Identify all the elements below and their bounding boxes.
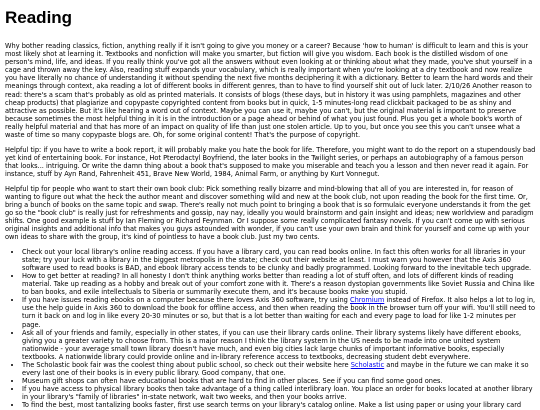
- scholastic-link[interactable]: Scholastic: [350, 360, 385, 369]
- list-item-text: and maybe in the future we can make it so every last one of their books is in every public library. Good company, that one.: [22, 360, 529, 378]
- list-item: • How to get better at reading? In all honesty I don't think anything works better than reading a lot of stuff often, and lots of different kinds of reading material. Take up reading as a hobby and break out of your comfort zone with it. There's a reason dystopian governments like Soviet Russia and China like to ban books, and exile intellectuals to Siberia or summarily execute them, and it's because books make you stupid.: [22, 272, 536, 296]
- paragraph-book-report-tip: Helpful tip: if you have to write a book report, it will probably make you hate the book for life. Therefore, you might want to do the report on a stupendously bad yet kind of entertaining book. For instance, Hot Pterodactyl Boyfriend, the later books in the Twilight series, or perhaps an autobiography of a famous person that looks... intriguing. Or write the damn thing about a book that's supposed to make you miserable and teach you a lesson and then never read it again. For instance, stuff by Ayn Rand, Fahrenheit 451, Brave New World, 1984, Animal Farm, or anything by Kurt Vonnegut.: [5, 145, 536, 178]
- list-item-text: If you have issues reading ebooks on a computer because there loves Axis 360 software, try using: [22, 296, 350, 305]
- list-item: • Check out your local library's online reading access. If you have a library card, you can read books online. In fact this often works for all libraries in your state; try your luck with a library in the biggest metropolis in the state; check out their website at least. I must warn you however that the Axis 360 software used to read books is BAD, and ebook library access tends to be clunky and badly programmed. Looking forward to the inevitable tech upgrade.: [22, 248, 536, 272]
- paragraph-why-read: Why bother reading classics, fiction, anything really if it isn't going to give you money or a career? Because 'how to human' is difficult to learn and this is your most likely shot at learning it. Textbooks and nonfiction will make you smarter, but fiction will give you wisdom. Each book is the distilled wisdom of one person's mind, life, and ideas. If you really think you've got all the answers without even looking at or thinking about what they made, you've shut yourself in a cage and thrown away the key. Also, reading stuff expands your vocabulary, which is really important when you're looking at a dry textbook and now realize you have literally no chance of understanding it without spending the next five months deciphering it with a dictionary. Better to learn the hard words and their meanings through context, aka reading a lot of different books in different genres, than to have to find yourself shit out of luck later. 2/10/26 Another reason to read: there's a scam that's probably as old as printed materials. It consists of blogs (these days, but in history it was using pamphlets, magazines and other cheap products) that plagiarize and copypaste copyrighted content from books but in quick, 1-5 minutes-long read clickbait packaged to be as shiny and attractive as possible. But it's like hearing a word out of context. Maybe you can use it, maybe you can't, but the original material is important to preserve because sometimes the most helpful thing in it is in the introduction or a page ahead or behind of what you just found. Plus you get a whole book's worth of really helpful material and that has more of an impact on quality of life than just one stolen article. Up to you, but once you see this you can't unsee what a waste of time so many copypaste blogs are. Oh, for some original content! That's the purpose of copyright.: [5, 42, 533, 140]
- list-item: • Museum gift shops can often have educational books that are hard to find in other places. See if you can find some good ones.: [22, 377, 536, 385]
- list-item-text: instead of Firefox. It also helps a lot to log in, use the help guide in Axis 360 to download the book for offline access, and then when reading the book in the browser turn off your wifi. You'll still need to turn it back on and log in like every 20-30 minutes or so, but that is a lot better than waiting for each and every page to load for like 1-2 minutes per page.: [22, 296, 536, 329]
- list-item: • If you have access to physical library books then take advantage of a thing called interlibrary loan. You place an order for books located at another library in your library's "family of libraries" in-state network, wait two weeks, and then your books arrive.: [22, 385, 536, 401]
- paragraph-book-club-tip: Helpful tip for people who want to start their own book club: Pick something really bizarre and mind-blowing that all of you are interested in, for reason of wanting to figure out what the heck the author meant and discover something wild and new at the book club, not upon reading the book for the first time. Or, bring a bunch of books on the same topic and swap. There's really not much point to bringing a book that is so formulaic everyone understands it from the get go so the "book club" is really just for refreshments and gossip, nay nay, ideally you would brainstorm and gain insight and ideas; new worldview and paradigm shifts. One good example is stuff by Ian Fleming or Richard Feynman. Or I suppose some really complicated fantasy novels. If you can't come up with serious original insights and additional info that makes you guys astounded with wonder, if you can't use your own brain and think for yourself and come up with your own ideas to share with the group, it's kind of pointless to have a book club. Just my two cents.: [5, 184, 534, 242]
- chromium-link[interactable]: Chromium: [349, 296, 385, 305]
- tips-list: [5, 248, 536, 410]
- list-item: • Ask all of your friends and family, especially in other states, if you can use their library cards online. Their library systems likely have different ebooks, giving you a greater variety to choose from. This is a major reason I think the library system in the US needs to be made into one united system nationwide - your average small town library doesn't have much, and even big cities lack large chunks of important informative books, especially textbooks. A nationwide library could provide online and in-library reference access to textbooks, decreasing student debt everywhere.: [22, 329, 536, 361]
- page-title: Reading: [5, 8, 73, 27]
- list-item-text: The Scholastic book fair was the coolest thing about public school, so check out their website here: [22, 360, 351, 369]
- list-item: [22, 361, 536, 377]
- list-item: [22, 296, 536, 328]
- list-item: • To find the best, most tantalizing books faster, first use search terms on your library's catalog online. Make a list using paper or using your library card: [22, 401, 536, 409]
